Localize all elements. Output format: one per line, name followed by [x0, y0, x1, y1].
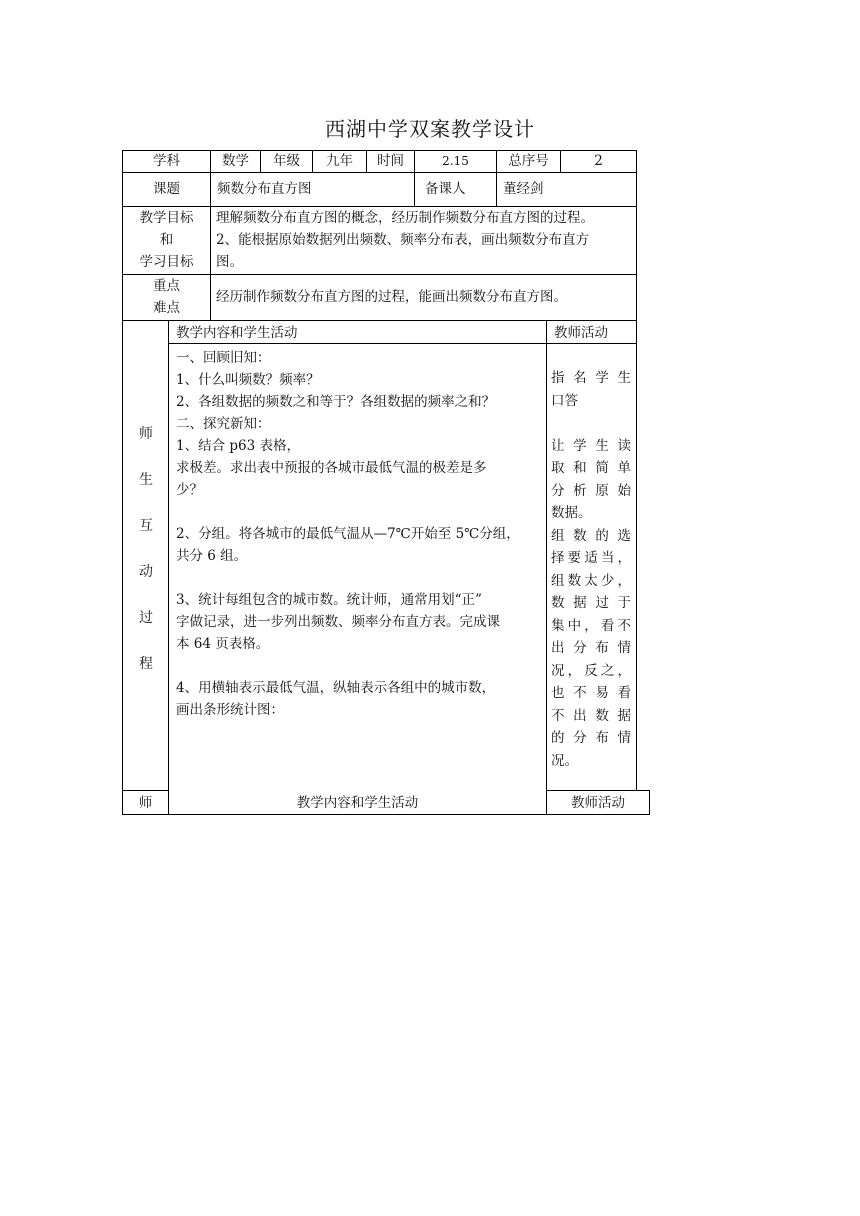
subject-label: 学科	[153, 153, 180, 169]
subject-value: 数学	[222, 153, 249, 169]
goals-label: 教学目标 和 学习目标	[139, 210, 194, 270]
process-side-label: 师 生 互 动 过 程	[139, 426, 153, 672]
grade-label: 年级	[273, 153, 300, 169]
seq-value: 2	[594, 153, 603, 169]
preparer-label: 备课人	[425, 181, 466, 197]
footer-content-header: 教学内容和学生活动	[296, 795, 419, 811]
time-label: 时间	[377, 153, 404, 169]
topic-value: 频数分布直方图	[217, 181, 312, 197]
teacher-header: 教师活动	[554, 325, 608, 341]
footer-side-char: 师	[138, 795, 153, 811]
footer-teacher-header: 教师活动	[571, 795, 625, 811]
content-header: 教学内容和学生活动	[176, 325, 298, 341]
page-title: 西湖中学双案教学设计	[325, 117, 535, 141]
process-content: 一、回顾旧知： 1、什么叫频数？频率？ 2、各组数据的频数之和等于？各组数据的频率之和？ 二、探究新知： 1、结合 p63 表格， 求极差。求出表中预报的各城市最低气温的极差是多 少？ 2、分组。将各城市的最低气温从—7℃开始至 5℃分组， 共分 6 组。 3、统计每组包含的城市数。统计师，通常用划“正” 字做记录，进一步列出频数、频率分布直方表。完成课 本 64 页表格。 4、用横轴表示最低气温，纵轴表示各组中的城市数， 画出条形统计图：	[176, 350, 520, 718]
topic-label: 课题	[153, 181, 180, 197]
seq-label: 总序号	[508, 153, 549, 169]
key-points-label: 重点 难点	[153, 278, 180, 316]
teacher-activity: 指名学生 口答 让学生读 取和简单 分析原始 数据。 组数的选 择要适当， 组数太少， 数据过于 集中，看不 出分布情 况，反之， 也不易看 不出数据 的分布情 况。	[551, 370, 631, 769]
preparer-value: 董经剑	[503, 181, 544, 197]
time-value: 2.15	[442, 154, 469, 168]
key-points-text: 经历制作频数分布直方图的过程，能画出频数分布直方图。	[216, 289, 567, 305]
grade-value: 九年	[326, 153, 353, 169]
goals-text: 理解频数分布直方图的概念，经历制作频数分布直方图的过程。 2、能根据原始数据列出频数、频率分布表，画出频数分布直方 图。	[216, 210, 594, 270]
